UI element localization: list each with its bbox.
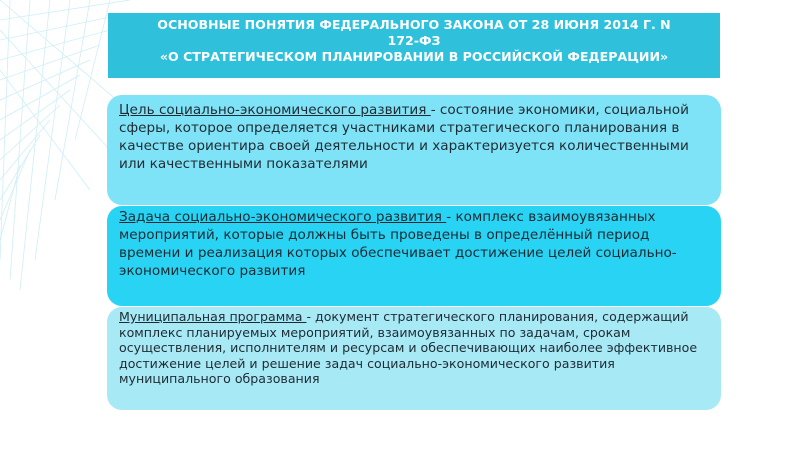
- definition-text: - документ стратегического планирования, содержащий комплекс планируемых мероприятий, взаимоувязанных по задачам, срокам осуществления, исполнителям и ресурсам и обеспечивающих наиболее эффективное достижение целей и решение задач социально-экономического развития муниципального образования: [119, 309, 698, 386]
- title-line-1: ОСНОВНЫЕ ПОНЯТИЯ ФЕДЕРАЛЬНОГО ЗАКОНА ОТ 28 ИЮНЯ 2014 Г. N: [157, 17, 671, 32]
- definition-term: Задача социально-экономического развития: [119, 209, 447, 225]
- definition-text: - комплекс взаимоувязанных мероприятий, которые должны быть проведены в определённый период времени и реализация которых обеспечивает достижение целей социально-экономического развития: [119, 209, 677, 279]
- definition-text: - состояние экономики, социальной сферы, которое определяется участниками стратегического планирования в качестве ориентира своей деятельности и характеризуется количественными или качественными показателями: [119, 102, 689, 172]
- title-line-3: «О СТРАТЕГИЧЕСКОМ ПЛАНИРОВАНИИ В РОССИЙСКОЙ ФЕДЕРАЦИИ»: [159, 49, 669, 64]
- title-line-2: 172-ФЗ: [387, 33, 441, 48]
- slide-title: [108, 13, 720, 78]
- definition-card-goal: [107, 95, 721, 205]
- definition-card-task: [107, 206, 721, 306]
- definition-term: Муниципальная программа: [119, 309, 307, 324]
- definition-term: Цель социально-экономического развития: [119, 102, 431, 118]
- definition-card-municipal-program: [107, 307, 721, 410]
